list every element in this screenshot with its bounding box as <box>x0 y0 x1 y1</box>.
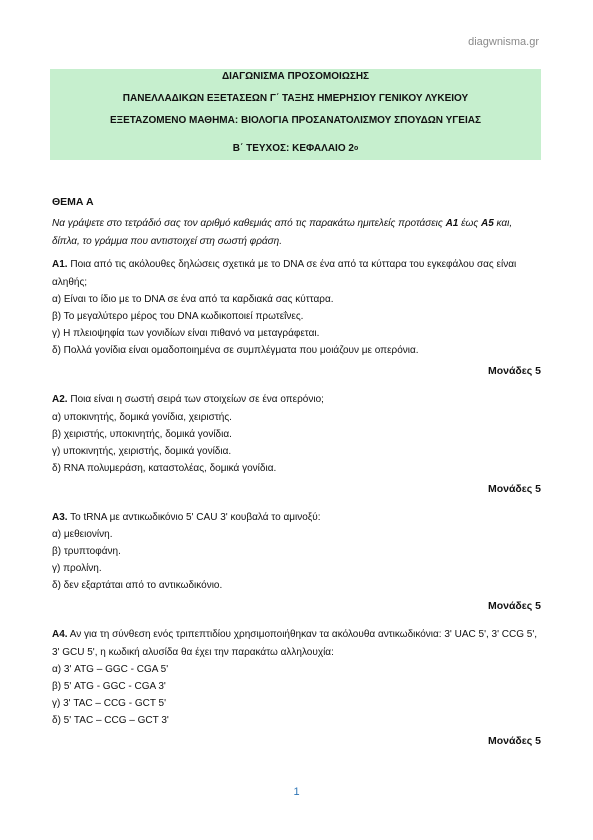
question-number: Α2. <box>52 394 68 405</box>
header-title: ΔΙΑΓΩΝΙΣΜΑ ΠΡΟΣΟΜΟΙΩΣΗΣ <box>221 71 370 82</box>
answer-option: δ) 5' TAC – CCG – GCT 3' <box>52 715 169 726</box>
question-marks: Μονάδες 5 <box>487 735 541 747</box>
question-a3 <box>52 509 541 615</box>
answer-option: α) Είναι το ίδιο με το DNA σε ένα από τα καρδιακά σας κύτταρα. <box>52 294 334 305</box>
answer-option: γ) προλίνη. <box>52 563 102 574</box>
section-title: ΘΕΜΑ Α <box>52 196 94 208</box>
question-a2 <box>52 391 541 497</box>
question-marks: Μονάδες 5 <box>487 600 541 612</box>
answer-option: β) χειριστής, υποκινητής, δομικά γονίδια. <box>52 428 232 440</box>
question-stem <box>52 626 541 661</box>
header-chapter-sup: ο <box>353 145 359 152</box>
question-a4 <box>52 626 541 749</box>
header-exam-type: ΠΑΝΕΛΛΑΔΙΚΩΝ ΕΞΕΤΑΣΕΩΝ Γ΄ ΤΑΞΗΣ ΗΜΕΡΗΣΙΟΥ ΓΕΝΙΚΟΥ ΛΥΚΕΙΟΥ <box>122 93 469 104</box>
section-instructions <box>52 215 541 250</box>
answer-option: β) 5' ATG - GGC - CGA 3' <box>52 681 166 692</box>
answer-option: α) μεθειονίνη. <box>52 529 113 540</box>
question-text: Αν για τη σύνθεση ενός τριπεπτιδίου χρησιμοποιήθηκαν τα ακόλουθα αντικωδικόνια: 3' UAC 5', 3' CCG 5', 3' GCU 5', η κωδική αλυσίδα θα έχει την παρακάτω αλληλουχία: <box>52 629 538 658</box>
answer-option: α) υποκινητής, δομικά γονίδια, χειριστής. <box>52 411 232 423</box>
question-stem <box>52 509 541 527</box>
question-marks: Μονάδες 5 <box>487 365 541 377</box>
intro-text: έως <box>458 218 481 229</box>
question-a1 <box>52 256 541 379</box>
question-number: Α1. <box>52 259 68 270</box>
question-stem <box>52 391 541 409</box>
question-stem <box>52 256 541 291</box>
question-text: Ποια είναι η σωστή σειρά των στοιχείων σε ένα οπερόνιο; <box>67 394 324 405</box>
header-chapter-text: Β΄ ΤΕΥΧΟΣ: ΚΕΦΑΛΑΙΟ 2 <box>232 143 354 154</box>
answer-option: β) τρυπτοφάνη. <box>52 546 121 557</box>
question-number: Α3. <box>52 511 68 523</box>
answer-option: δ) RNA πολυμεράση, καταστολέας, δομικά γονίδια. <box>52 462 277 474</box>
intro-bold-a5: Α5 <box>480 218 494 229</box>
intro-text: Να γράψετε στο τετράδιό σας τον αριθμό καθεμιάς από τις παρακάτω ημιτελείς προτάσεις <box>52 218 446 229</box>
question-text: Το tRNA με αντικωδικόνιο 5' CAU 3' κουβαλά το αμινοξύ: <box>67 511 321 523</box>
intro-text: και, δίπλα, το γράμμα που αντιστοιχεί στη σωστή φράση. <box>52 218 513 247</box>
header-subject: ΕΞΕΤΑΖΟΜΕΝΟ ΜΑΘΗΜΑ: ΒΙΟΛΟΓΙΑ ΠΡΟΣΑΝΑΤΟΛΙΣΜΟΥ ΣΠΟΥΔΩΝ ΥΓΕΙΑΣ <box>110 115 481 126</box>
question-text: Ποια από τις ακόλουθες δηλώσεις σχετικά με το DNA σε ένα από τα κύτταρα του εγκεφάλου σας είναι αληθής; <box>52 259 517 288</box>
answer-option: γ) Η πλειοψηφία των γονιδίων είναι πιθανό να μεταγράφεται. <box>52 328 320 339</box>
answer-option: α) 3' ATG – GGC - CGA 5' <box>52 664 169 675</box>
answer-option: δ) Πολλά γονίδια είναι ομαδοποιημένα σε συμπλέγματα που μοιάζουν με οπερόνια. <box>52 345 419 356</box>
answer-option: δ) δεν εξαρτάται από το αντικωδικόνιο. <box>52 580 223 591</box>
question-number: Α4. <box>52 629 68 640</box>
intro-bold-a1: Α1 <box>445 218 459 229</box>
site-name: diagwnisma.gr <box>468 36 539 48</box>
exam-header <box>50 69 541 160</box>
exam-content <box>52 195 541 761</box>
page-number: 1 <box>293 786 300 798</box>
answer-option: γ) 3' TAC – CCG - GCT 5' <box>52 698 167 709</box>
header-chapter <box>50 144 541 154</box>
answer-option: γ) υποκινητής, χειριστής, δομικά γονίδια. <box>52 445 232 457</box>
answer-option: β) Το μεγαλύτερο μέρος του DNA κωδικοποιεί πρωτεΐνες. <box>52 311 304 322</box>
question-marks: Μονάδες 5 <box>487 482 541 495</box>
